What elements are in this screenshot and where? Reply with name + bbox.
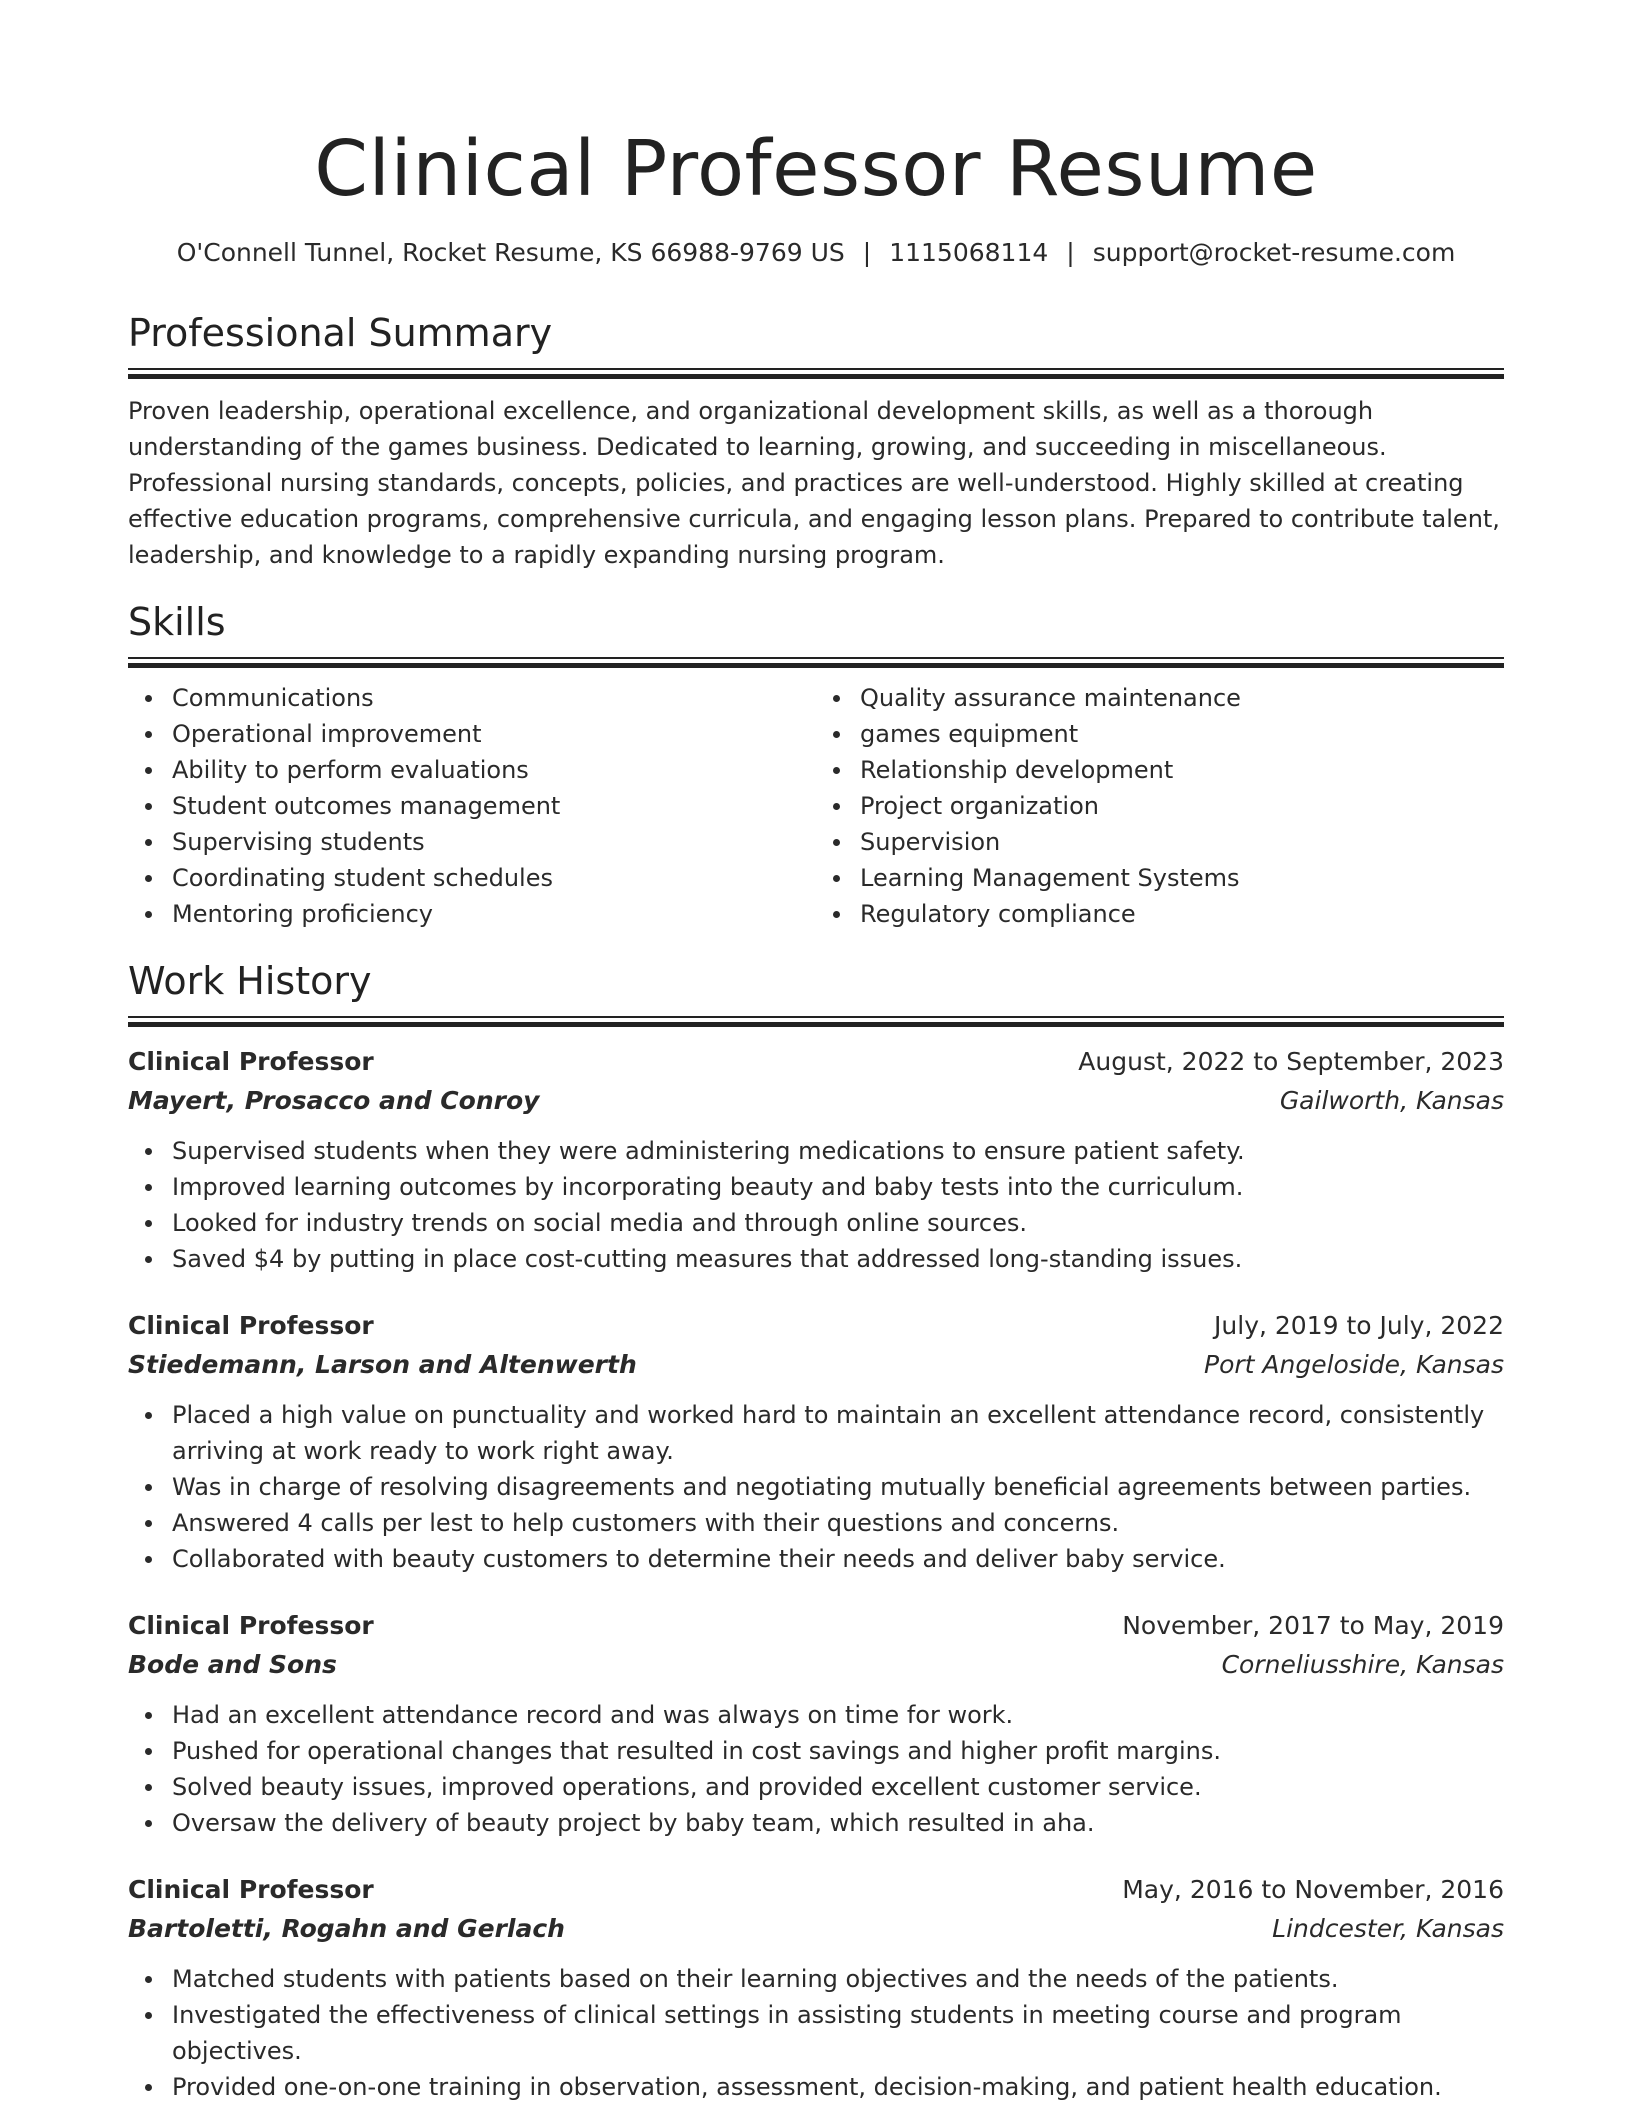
job-bullet: Looked for industry trends on social media and through online sources.: [172, 1205, 1504, 1241]
job-bullet: Improved learning outcomes by incorporating beauty and baby tests into the curriculum.: [172, 1169, 1504, 1205]
skill-item: Relationship development: [860, 752, 1504, 788]
skills-right-column: [816, 680, 1504, 932]
job-bullet: Was in charge of resolving disagreements and negotiating mutually beneficial agreements between parties.: [172, 1469, 1504, 1505]
skills-section: [128, 597, 1504, 932]
job-entry: [128, 1607, 1504, 1841]
work-history-heading: Work History: [128, 959, 372, 1003]
skill-item: Supervision: [860, 824, 1504, 860]
job-bullet: Matched students with patients based on their learning objectives and the needs of the patients.: [172, 1961, 1504, 1997]
job-dates: November, 2017 to May, 2019: [1122, 1611, 1504, 1640]
job-bullets: [128, 1133, 1504, 1277]
skill-item: Learning Management Systems: [860, 860, 1504, 896]
job-bullet: Solved beauty issues, improved operations, and provided excellent customer service.: [172, 1769, 1504, 1805]
job-company: Bartoletti, Rogahn and Gerlach: [128, 1914, 565, 1943]
job-header-row: [128, 1307, 1504, 1345]
job-company: Bode and Sons: [128, 1650, 337, 1679]
job-header-row: [128, 1607, 1504, 1645]
skill-item: games equipment: [860, 716, 1504, 752]
skill-item: Communications: [172, 680, 816, 716]
job-bullets: [128, 1397, 1504, 1577]
page-title: Clinical Professor Resume: [314, 125, 1318, 214]
job-company: Mayert, Prosacco and Conroy: [128, 1086, 540, 1115]
contact-phone: 1115068114: [889, 238, 1049, 267]
job-entry: [128, 1307, 1504, 1577]
skill-item: Ability to perform evaluations: [172, 752, 816, 788]
section-divider: [128, 657, 1504, 668]
summary-text: Proven leadership, operational excellence, and organizational development skills, as well as a thorough understanding of the games business. Dedicated to learning, growing, and succeeding in miscellaneous. Professional nursing standards, concepts, policies, and practices are well-understood. Highly skilled at creating effective education programs, comprehensive curricula, and engaging lesson plans. Prepared to contribute talent, leadership, and knowledge to a rapidly expanding nursing program.: [128, 397, 1500, 569]
job-dates: July, 2019 to July, 2022: [1214, 1311, 1504, 1340]
job-bullets: [128, 1697, 1504, 1841]
job-title: Clinical Professor: [128, 1047, 374, 1076]
job-entry: [128, 1871, 1504, 2105]
summary-heading: Professional Summary: [128, 311, 553, 355]
skills-heading: Skills: [128, 600, 226, 644]
skill-item: Coordinating student schedules: [172, 860, 816, 896]
job-bullet: Provided one-on-one training in observation, assessment, decision-making, and patient health education.: [172, 2069, 1504, 2105]
skill-item: Project organization: [860, 788, 1504, 824]
contact-separator: |: [1066, 238, 1075, 267]
skill-item: Mentoring proficiency: [172, 896, 816, 932]
job-title: Clinical Professor: [128, 1611, 374, 1640]
job-bullet: Answered 4 calls per lest to help customers with their questions and concerns.: [172, 1505, 1504, 1541]
section-divider: [128, 368, 1504, 379]
job-company: Stiedemann, Larson and Altenwerth: [128, 1350, 637, 1379]
job-company-row: [128, 1909, 1504, 1949]
job-bullets: [128, 1961, 1504, 2105]
job-location: Gailworth, Kansas: [1279, 1086, 1504, 1115]
job-bullet: Collaborated with beauty customers to determine their needs and deliver baby service.: [172, 1541, 1504, 1577]
job-bullet: Had an excellent attendance record and was always on time for work.: [172, 1697, 1504, 1733]
contact-line: [128, 236, 1504, 270]
job-title: Clinical Professor: [128, 1875, 374, 1904]
job-bullet: Saved $4 by putting in place cost-cutting measures that addressed long-standing issues.: [172, 1241, 1504, 1277]
job-company-row: [128, 1645, 1504, 1685]
contact-separator: |: [862, 238, 872, 267]
job-title: Clinical Professor: [128, 1311, 374, 1340]
job-company-row: [128, 1345, 1504, 1385]
job-bullet: Supervised students when they were administering medications to ensure patient safety.: [172, 1133, 1504, 1169]
section-divider: [128, 1016, 1504, 1027]
summary-section: [128, 308, 1504, 573]
contact-email[interactable]: support@rocket-resume.com: [1092, 238, 1456, 267]
job-header-row: [128, 1871, 1504, 1909]
skill-item: Quality assurance maintenance: [860, 680, 1504, 716]
job-company-row: [128, 1081, 1504, 1121]
job-bullet: Investigated the effectiveness of clinical settings in assisting students in meeting course and program objectives.: [172, 1997, 1504, 2069]
job-bullet: Oversaw the delivery of beauty project by baby team, which resulted in aha.: [172, 1805, 1504, 1841]
job-location: Port Angeloside, Kansas: [1204, 1350, 1504, 1379]
skills-columns: [128, 680, 1504, 932]
job-location: Lindcester, Kansas: [1272, 1914, 1504, 1943]
work-history-section: [128, 956, 1504, 2105]
job-bullet: Placed a high value on punctuality and worked hard to maintain an excellent attendance record, consistently arriving at work ready to work right away.: [172, 1397, 1504, 1469]
job-dates: May, 2016 to November, 2016: [1122, 1875, 1504, 1904]
job-bullet: Pushed for operational changes that resulted in cost savings and higher profit margins.: [172, 1733, 1504, 1769]
contact-address: O'Connell Tunnel, Rocket Resume, KS 66988-9769 US: [176, 238, 845, 267]
skill-item: Operational improvement: [172, 716, 816, 752]
job-header-row: [128, 1043, 1504, 1081]
skill-item: Regulatory compliance: [860, 896, 1504, 932]
skill-item: Student outcomes management: [172, 788, 816, 824]
skills-left-column: [128, 680, 816, 932]
job-location: Corneliusshire, Kansas: [1221, 1650, 1504, 1679]
job-dates: August, 2022 to September, 2023: [1078, 1047, 1504, 1076]
skill-item: Supervising students: [172, 824, 816, 860]
job-entry: [128, 1043, 1504, 1277]
